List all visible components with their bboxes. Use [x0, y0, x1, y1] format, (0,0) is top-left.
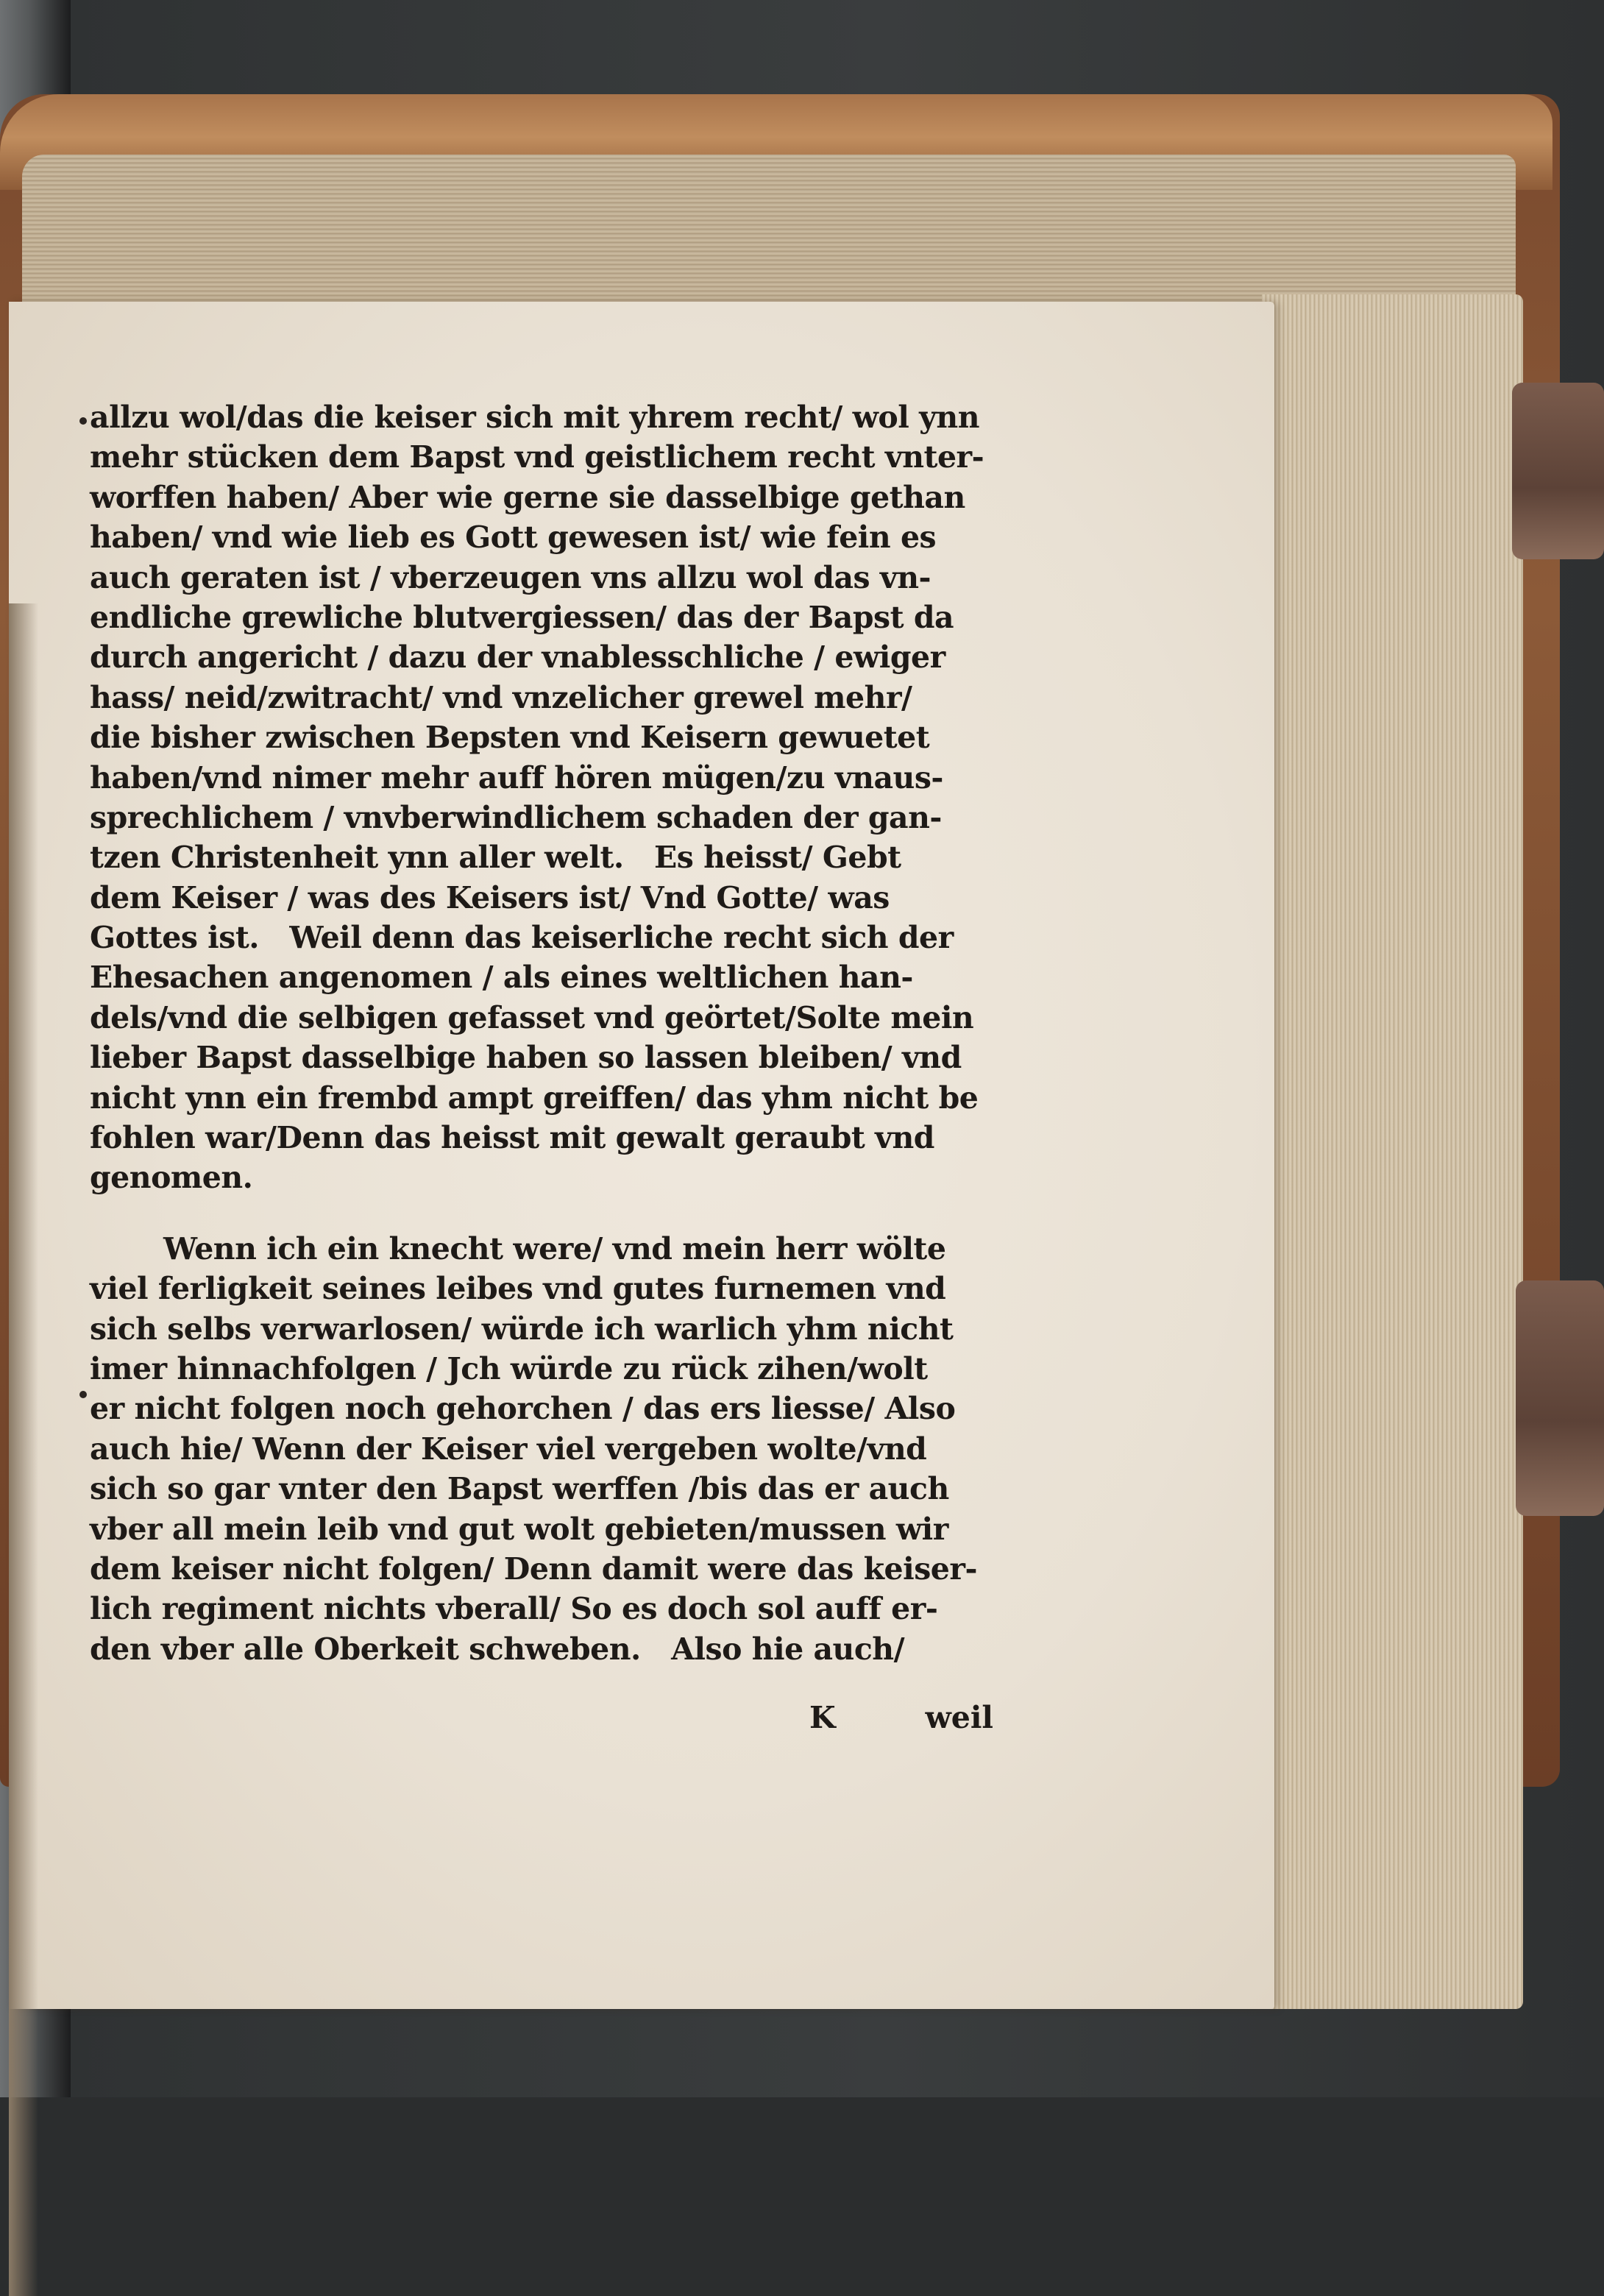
text-line: lich regiment nichts vberall/ So es doch sol auff er-	[90, 1591, 938, 1627]
paragraph-spacer	[90, 1198, 1002, 1229]
text-line: den vber alle Oberkeit schweben. Also hie auch/	[90, 1631, 905, 1667]
body-text	[90, 397, 1002, 1669]
signature-mark: K	[809, 1700, 836, 1735]
text-line: Wenn ich ein knecht were/ vnd mein herr wölte	[163, 1230, 946, 1266]
text-line: auch hie/ Wenn der Keiser viel vergeben wolte/vnd	[90, 1431, 927, 1467]
text-line: nicht ynn ein frembd ampt greiffen/ das yhm nicht be	[90, 1080, 979, 1116]
text-line: dem Keiser / was des Keisers ist/ Vnd Gotte/ was	[90, 879, 890, 915]
text-line: durch angericht / dazu der vnablesschliche / ewiger	[90, 639, 945, 676]
text-line: haben/vnd nimer mehr auff hören mügen/zu vnaus-	[90, 759, 943, 796]
text-line: auch geraten ist / vberzeugen vns allzu wol das vn-	[90, 559, 931, 595]
text-line: Gottes ist. Weil denn das keiserliche recht sich der	[90, 920, 954, 956]
text-line: mehr stücken dem Bapst vnd geistlichem recht vnter-	[90, 439, 984, 475]
text-line: sich selbs verwarlosen/ würde ich warlich yhm nicht	[90, 1311, 954, 1347]
gutter-shadow	[9, 603, 38, 2296]
text-line: Ehesachen angenomen / als eines weltlichen han-	[90, 960, 913, 996]
text-line: genomen.	[90, 1160, 253, 1196]
text-line: dels/vnd die selbigen gefasset vnd geörtet/Solte mein	[90, 999, 974, 1035]
page-footer-catchwords	[809, 1700, 993, 1735]
text-line: endliche grewliche blutvergiessen/ das der Bapst da	[90, 599, 954, 635]
margin-dot-mark	[79, 1391, 87, 1398]
text-line: worffen haben/ Aber wie gerne sie dasselbige gethan	[90, 479, 965, 515]
margin-dot-mark	[79, 417, 87, 425]
text-line: hass/ neid/zwitracht/ vnd vnzelicher grewel mehr/	[90, 679, 912, 715]
text-line: er nicht folgen noch gehorchen / das ers liesse/ Also	[90, 1391, 956, 1427]
paragraph-2	[90, 1229, 1002, 1669]
text-line: allzu wol/das die keiser sich mit yhrem recht/ wol ynn	[90, 400, 980, 435]
text-line: haben/ vnd wie lieb es Gott gewesen ist/ wie fein es	[90, 520, 937, 556]
text-line: sprechlichem / vnvberwindlichem schaden der gan-	[90, 799, 942, 835]
text-line: sich so gar vnter den Bapst werffen /bis das er auch	[90, 1471, 949, 1507]
text-line: tzen Christenheit ynn aller welt. Es heisst/ Gebt	[90, 840, 901, 876]
clasp-lower	[1516, 1280, 1604, 1516]
text-line: imer hinnachfolgen / Jch würde zu rück zihen/wolt	[90, 1350, 928, 1386]
text-line: viel ferligkeit seines leibes vnd gutes furnemen vnd	[90, 1271, 946, 1307]
paragraph-1	[90, 397, 1002, 1198]
text-line: dem keiser nicht folgen/ Denn damit were das keiser-	[90, 1551, 977, 1587]
catchword: weil	[925, 1700, 993, 1735]
clasp-upper	[1512, 383, 1604, 559]
page-block-fore-edge	[1262, 294, 1523, 2009]
text-line: vber all mein leib vnd gut wolt gebieten/mussen wir	[90, 1511, 948, 1547]
text-line: die bisher zwischen Bepsten vnd Keisern gewuetet	[90, 720, 930, 756]
text-line: lieber Bapst dasselbige haben so lassen bleiben/ vnd	[90, 1040, 962, 1076]
text-line: fohlen war/Denn das heisst mit gewalt geraubt vnd	[90, 1120, 934, 1156]
